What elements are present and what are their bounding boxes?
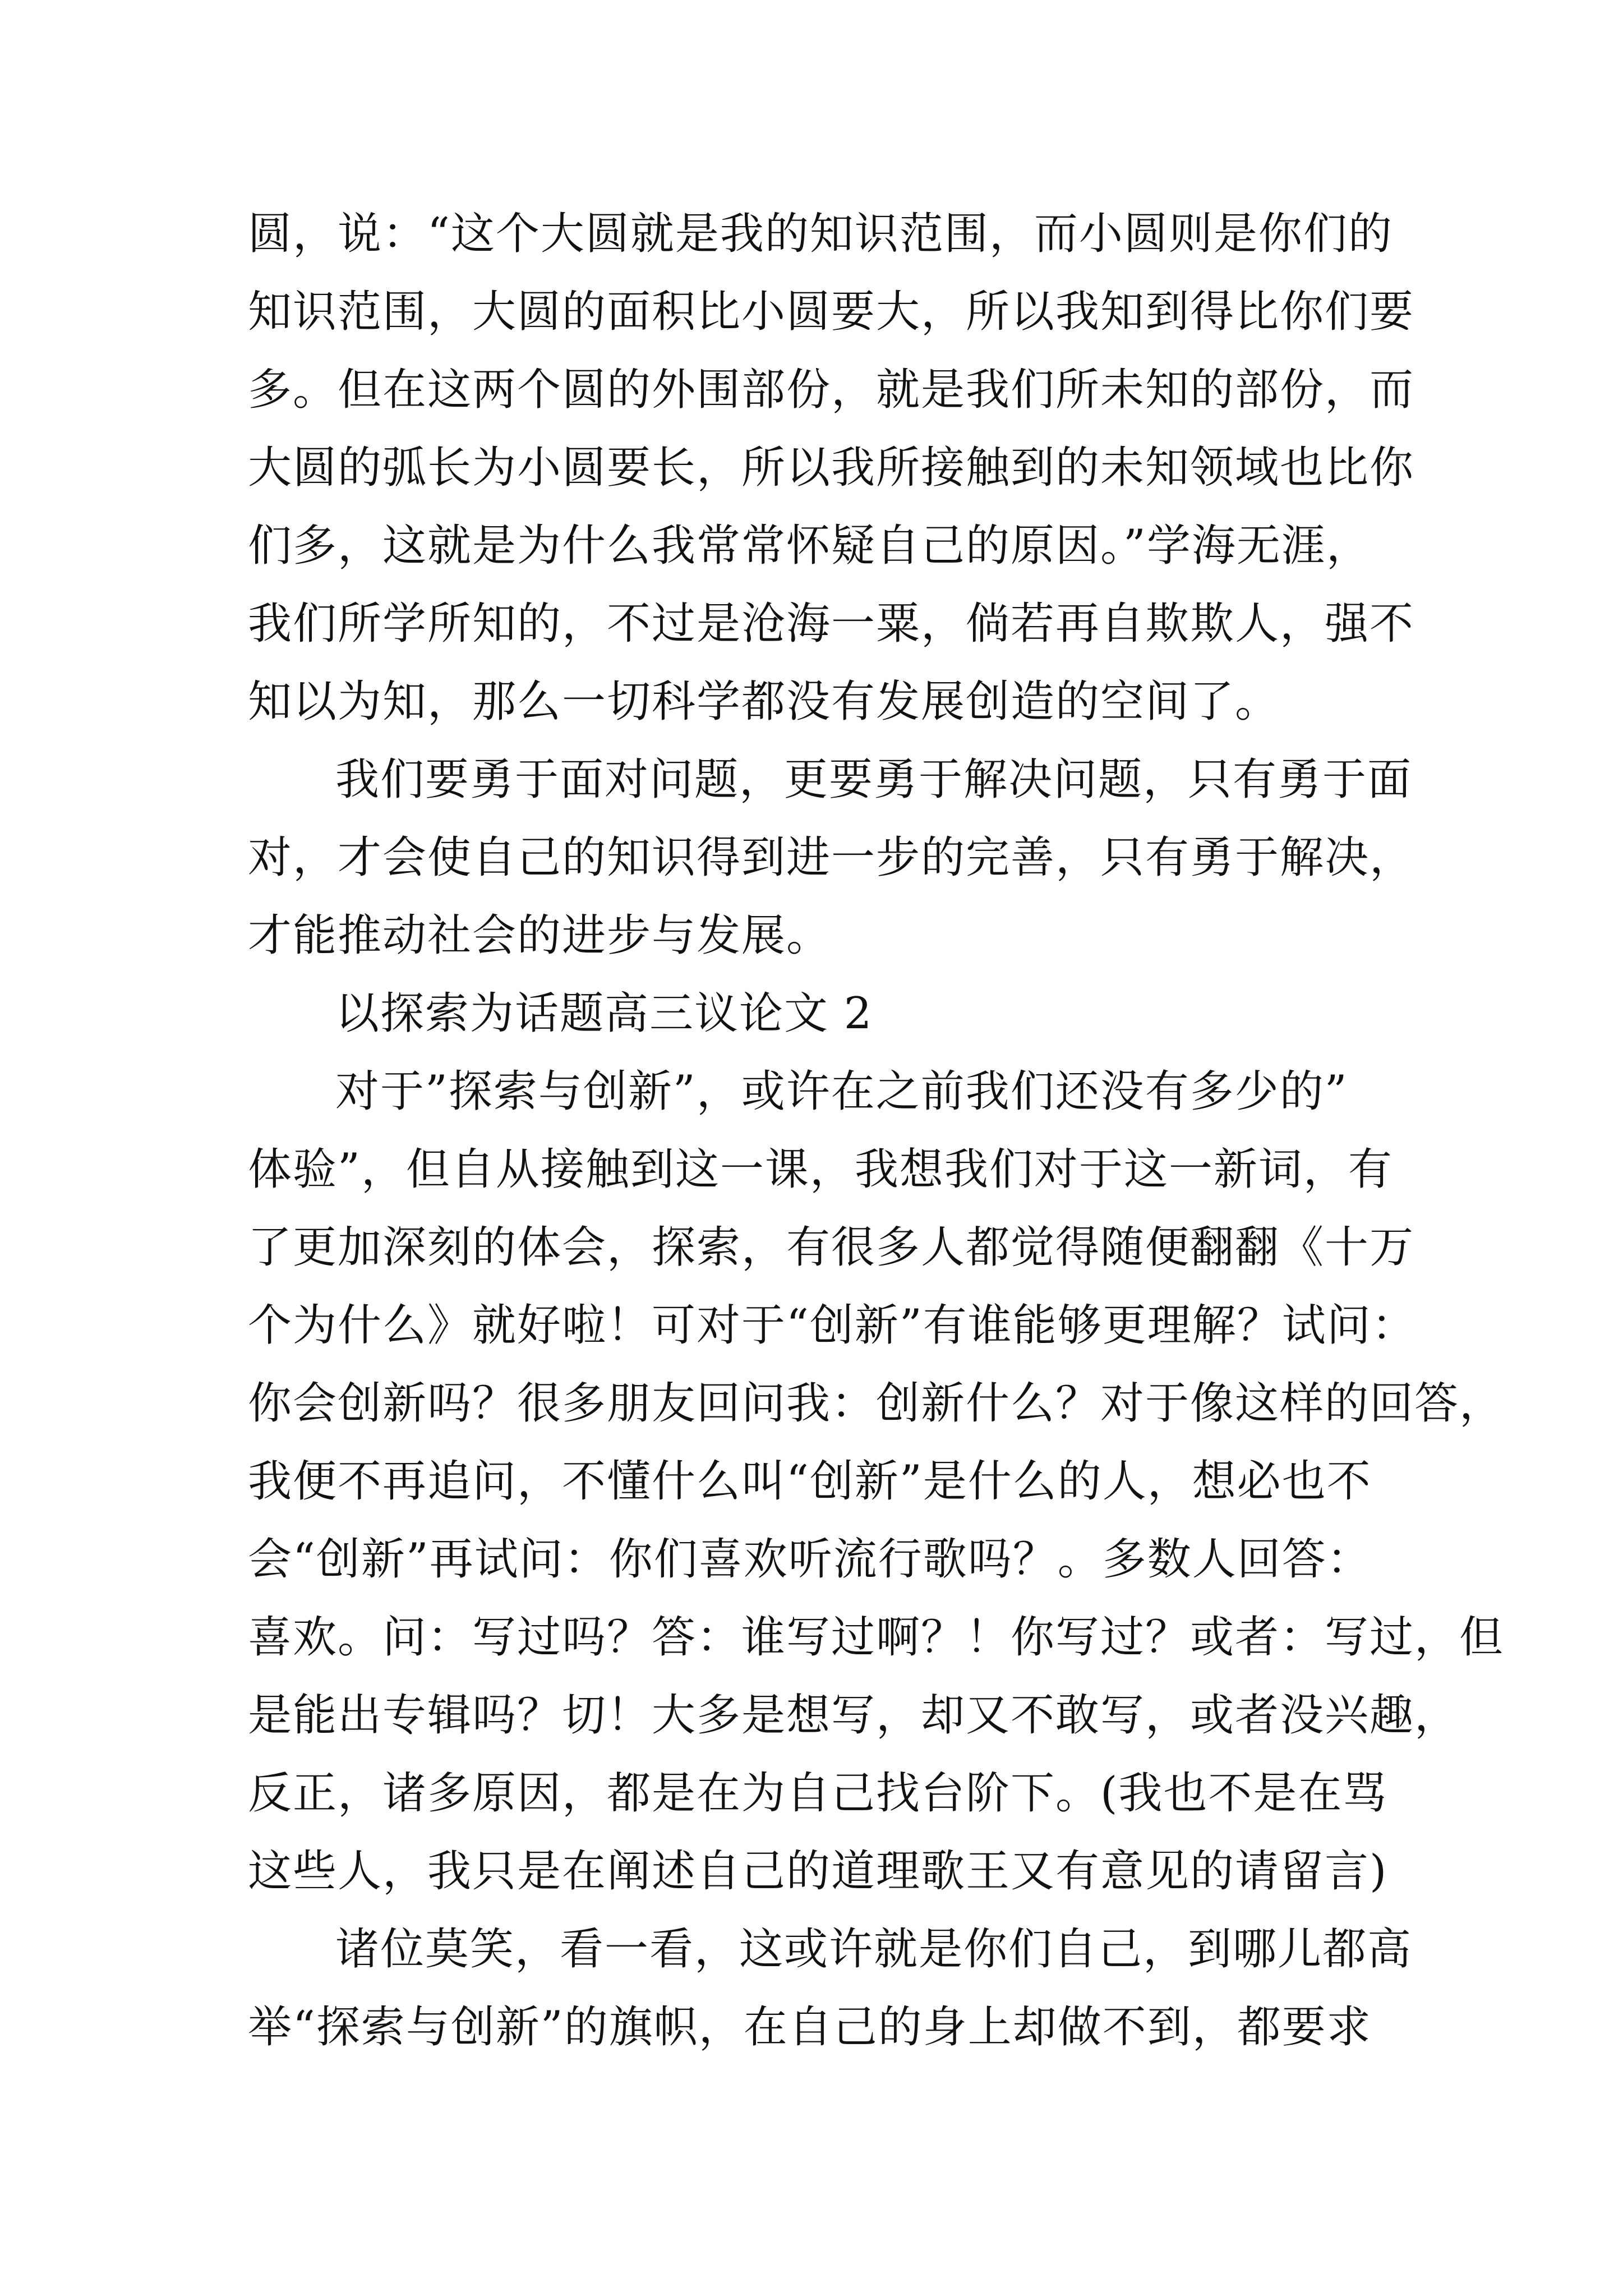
text-line: 对，才会使自己的知识得到进一步的完善，只有勇于解决， bbox=[248, 832, 1415, 883]
text-line: 知识范围，大圆的面积比小圆要大，所以我知到得比你们要 bbox=[248, 287, 1415, 337]
paragraph-start-line: 我们要勇于面对问题，更要勇于解决问题，只有勇于面 bbox=[335, 754, 1413, 805]
text-line: 我便不再追问，不懂什么叫“创新”是什么的人，想必也不 bbox=[248, 1456, 1372, 1507]
text-line: 是能出专辑吗？切！大多是想写，却又不敢写，或者没兴趣， bbox=[248, 1690, 1460, 1741]
text-line: 大圆的弧长为小圆要长，所以我所接触到的未知领域也比你 bbox=[248, 443, 1415, 493]
text-line: 喜欢。问：写过吗？答：谁写过啊？！你写过？或者：写过，但 bbox=[248, 1612, 1505, 1663]
text-line: 多。但在这两个圆的外围部份，就是我们所未知的部份，而 bbox=[248, 365, 1415, 415]
text-line: 才能推动社会的进步与发展。 bbox=[248, 910, 832, 961]
text-line: 个为什么》就好啦！可对于“创新”有谁能够更理解？试问： bbox=[248, 1300, 1417, 1351]
text-line: 了更加深刻的体会，探索，有很多人都觉得随便翻翻《十万 bbox=[248, 1222, 1415, 1273]
text-line: 圆，说：“这个大圆就是我的知识范围，而小圆则是你们的 bbox=[248, 209, 1393, 259]
text-line: 你会创新吗？很多朋友回问我：创新什么？对于像这样的回答， bbox=[248, 1378, 1505, 1429]
text-line: 我们所学所知的，不过是沧海一粟，倘若再自欺欺人，强不 bbox=[248, 599, 1415, 649]
text-line: 这些人，我只是在阐述自己的道理歌王又有意见的请留言) bbox=[248, 1846, 1388, 1897]
paragraph-start-line: 对于”探索与创新”，或许在之前我们还没有多少的” bbox=[335, 1066, 1348, 1117]
essay-body bbox=[248, 195, 1505, 2067]
text-line: 举“探索与创新”的旗帜，在自己的身上却做不到，都要求 bbox=[248, 2002, 1372, 2053]
paragraph-start-line: 诸位莫笑，看一看，这或许就是你们自己，到哪儿都高 bbox=[335, 1924, 1413, 1975]
text-line: 知以为知，那么一切科学都没有发展创造的空间了。 bbox=[248, 677, 1280, 727]
text-line: 反正，诸多原因，都是在为自己找台阶下。(我也不是在骂 bbox=[248, 1768, 1388, 1819]
text-line: 会“创新”再试问：你们喜欢听流行歌吗？。多数人回答： bbox=[248, 1534, 1372, 1585]
text-line: 们多，这就是为什么我常常怀疑自己的原因。”学海无涯， bbox=[248, 521, 1371, 571]
text-line: 体验”，但自从接触到这一课，我想我们对于这一新词，有 bbox=[248, 1144, 1393, 1195]
section-heading: 以探索为话题高三议论文 2 bbox=[335, 988, 873, 1039]
